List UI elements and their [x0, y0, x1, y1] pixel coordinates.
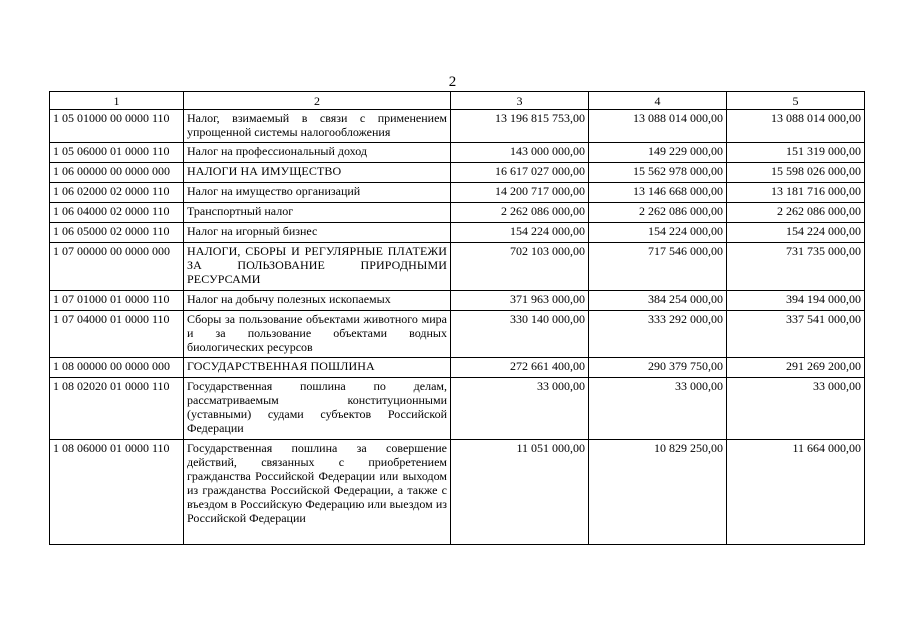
amount-col-5: 731 735 000,00: [727, 243, 865, 291]
income-name: Сборы за пользование объектами животного мира и за пользование объектами водных биологических ресурсов: [184, 311, 451, 358]
amount-col-4: 290 379 750,00: [589, 358, 727, 378]
income-name: НАЛОГИ НА ИМУЩЕСТВО: [184, 163, 451, 183]
amount-col-4: 2 262 086 000,00: [589, 203, 727, 223]
income-name: Налог на имущество организаций: [184, 183, 451, 203]
amount-col-4: 15 562 978 000,00: [589, 163, 727, 183]
amount-col-5: 13 088 014 000,00: [727, 110, 865, 143]
column-header-4: 4: [589, 92, 727, 110]
table-row: [50, 203, 865, 223]
income-code: 1 06 04000 02 0000 110: [50, 203, 184, 223]
amount-col-3: 330 140 000,00: [451, 311, 589, 358]
amount-col-4: 33 000,00: [589, 378, 727, 440]
income-name: Транспортный налог: [184, 203, 451, 223]
amount-col-3: 272 661 400,00: [451, 358, 589, 378]
income-name: Налог на профессиональный доход: [184, 143, 451, 163]
column-header-2: 2: [184, 92, 451, 110]
income-code: 1 08 06000 01 0000 110: [50, 440, 184, 545]
column-header-3: 3: [451, 92, 589, 110]
table-row: [50, 183, 865, 203]
income-name: Налог, взимаемый в связи с применением упрощенной системы налогообложения: [184, 110, 451, 143]
amount-col-5: 291 269 200,00: [727, 358, 865, 378]
table-row: [50, 440, 865, 545]
income-name: ГОСУДАРСТВЕННАЯ ПОШЛИНА: [184, 358, 451, 378]
amount-col-3: 2 262 086 000,00: [451, 203, 589, 223]
amount-col-3: 371 963 000,00: [451, 291, 589, 311]
income-code: 1 07 00000 00 0000 000: [50, 243, 184, 291]
amount-col-3: 33 000,00: [451, 378, 589, 440]
income-code: 1 06 02000 02 0000 110: [50, 183, 184, 203]
amount-col-5: 337 541 000,00: [727, 311, 865, 358]
revenue-table: [49, 91, 865, 545]
amount-col-5: 13 181 716 000,00: [727, 183, 865, 203]
table-row: [50, 311, 865, 358]
income-code: 1 05 06000 01 0000 110: [50, 143, 184, 163]
amount-col-3: 702 103 000,00: [451, 243, 589, 291]
amount-col-3: 143 000 000,00: [451, 143, 589, 163]
amount-col-4: 384 254 000,00: [589, 291, 727, 311]
income-code: 1 06 05000 02 0000 110: [50, 223, 184, 243]
amount-col-4: 10 829 250,00: [589, 440, 727, 545]
income-code: 1 07 04000 01 0000 110: [50, 311, 184, 358]
amount-col-5: 154 224 000,00: [727, 223, 865, 243]
amount-col-5: 151 319 000,00: [727, 143, 865, 163]
income-name: Налог на игорный бизнес: [184, 223, 451, 243]
page-number: 2: [448, 74, 457, 90]
amount-col-5: 11 664 000,00: [727, 440, 865, 545]
amount-col-3: 154 224 000,00: [451, 223, 589, 243]
amount-col-4: 149 229 000,00: [589, 143, 727, 163]
table-row: [50, 143, 865, 163]
table-row: [50, 223, 865, 243]
income-code: 1 07 01000 01 0000 110: [50, 291, 184, 311]
amount-col-4: 154 224 000,00: [589, 223, 727, 243]
table-row: [50, 378, 865, 440]
amount-col-4: 13 088 014 000,00: [589, 110, 727, 143]
column-header-5: 5: [727, 92, 865, 110]
income-code: 1 08 02020 01 0000 110: [50, 378, 184, 440]
table-row: [50, 110, 865, 143]
column-header-1: 1: [50, 92, 184, 110]
income-name: Государственная пошлина за совершение действий, связанных с приобретением гражданства Российской Федерации или выходом из гражданства Российской Федерации, а также с въездом в Российскую Федерацию или выездом из Российской Федерации: [184, 440, 451, 545]
amount-col-3: 16 617 027 000,00: [451, 163, 589, 183]
amount-col-5: 394 194 000,00: [727, 291, 865, 311]
table-row: [50, 163, 865, 183]
table-row: [50, 358, 865, 378]
income-code: 1 06 00000 00 0000 000: [50, 163, 184, 183]
table-row: [50, 243, 865, 291]
table-row: [50, 291, 865, 311]
header-row: [50, 92, 865, 110]
income-code: 1 05 01000 00 0000 110: [50, 110, 184, 143]
amount-col-4: 13 146 668 000,00: [589, 183, 727, 203]
amount-col-5: 33 000,00: [727, 378, 865, 440]
income-name: Государственная пошлина по делам, рассматриваемым конституционными (уставными) судами субъектов Российской Федерации: [184, 378, 451, 440]
amount-col-3: 14 200 717 000,00: [451, 183, 589, 203]
amount-col-3: 13 196 815 753,00: [451, 110, 589, 143]
amount-col-4: 333 292 000,00: [589, 311, 727, 358]
income-code: 1 08 00000 00 0000 000: [50, 358, 184, 378]
income-name: НАЛОГИ, СБОРЫ И РЕГУЛЯРНЫЕ ПЛАТЕЖИ ЗА ПОЛЬЗОВАНИЕ ПРИРОДНЫМИ РЕСУРСАМИ: [184, 243, 451, 291]
amount-col-5: 15 598 026 000,00: [727, 163, 865, 183]
amount-col-5: 2 262 086 000,00: [727, 203, 865, 223]
amount-col-3: 11 051 000,00: [451, 440, 589, 545]
amount-col-4: 717 546 000,00: [589, 243, 727, 291]
income-name: Налог на добычу полезных ископаемых: [184, 291, 451, 311]
